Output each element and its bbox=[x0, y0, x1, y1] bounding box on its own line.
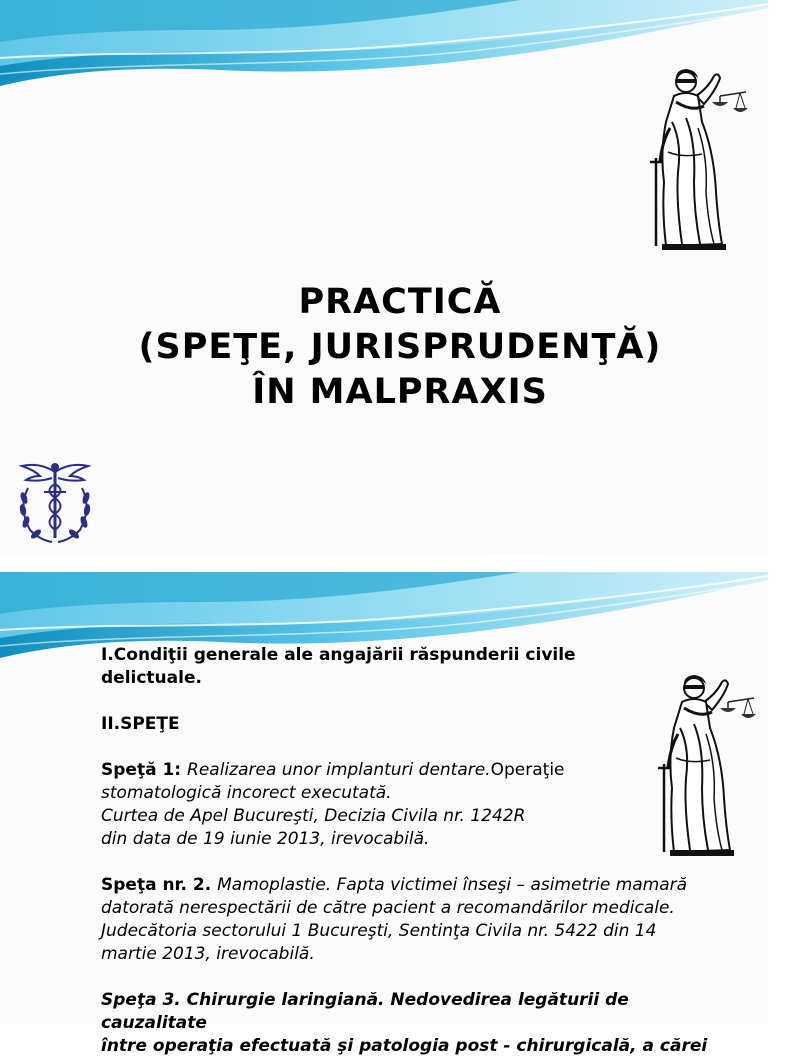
caduceus-laurel-icon bbox=[10, 458, 100, 548]
title-line-1: PRACTICĂ bbox=[298, 282, 502, 322]
section-heading-conditions: I.Condiţii generale ale angajării răspunderii civile delictuale. bbox=[101, 645, 576, 688]
speta-1: Speţă 1: Realizarea unor implanturi dentare.Operaţie stomatologică incorect executată. Curtea de Apel Bucureşti, Decizia Civila nr. 1242R din data de 19 iunie 2013, irevocabilă. bbox=[101, 760, 565, 849]
justitia-statue-icon bbox=[642, 62, 754, 252]
speta-3: Speţa 3. Chirurgie laringiană. Nedovedirea legăturii de cauzalitate între operaţia efectuată şi patologia post - chirurgicală, a cărei bbox=[101, 990, 708, 1056]
speta-1-label: Speţă 1: bbox=[101, 760, 188, 780]
speta-3-label: Speţa 3. bbox=[101, 990, 187, 1010]
title-line-2: (SPEŢE, JURISPRUDENŢĂ) bbox=[138, 327, 662, 367]
slide-title bbox=[0, 280, 800, 415]
speta-2: Speţa nr. 2. Mamoplastie. Fapta victimei înseşi – asimetrie mamară datorată nerespectării de către pacient a recomandărilor medicale. Judecătoria sectorului 1 Bucureşti, Sentinţa Civila nr. 5422 din 14 martie 2013, irevocabilă. bbox=[101, 875, 688, 964]
section-heading-spete: II.SPEŢE bbox=[101, 714, 180, 734]
content-slide bbox=[0, 572, 768, 1056]
slide-body bbox=[101, 644, 721, 1058]
slide-gap bbox=[0, 556, 768, 572]
speta-2-label: Speţa nr. 2. bbox=[101, 875, 218, 895]
title-line-3: ÎN MALPRAXIS bbox=[252, 372, 548, 412]
